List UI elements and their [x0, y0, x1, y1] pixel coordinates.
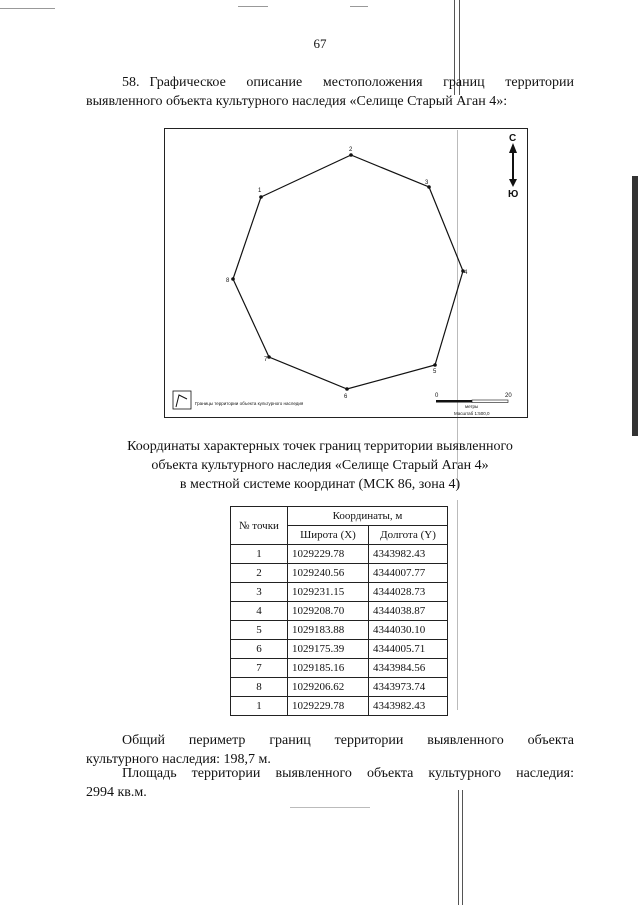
scan-mark-bottom	[290, 807, 370, 808]
section-number: 58.	[122, 75, 140, 90]
boundary-polygon	[233, 155, 463, 389]
table-row	[231, 697, 448, 716]
north-arrow-tail-icon	[509, 179, 517, 187]
table-row	[231, 564, 448, 583]
cell-x: 1029183.88	[288, 621, 369, 640]
scan-vertical-line-bottom-2	[462, 790, 463, 905]
area-word: объекта	[366, 766, 414, 781]
vertex-marker-2	[349, 153, 353, 157]
area-word: наследия:	[516, 766, 574, 781]
area-word: территории	[191, 766, 261, 781]
table-row	[231, 621, 448, 640]
area-word: культурного	[428, 766, 502, 781]
point-label-8: 8	[226, 278, 230, 284]
scale-ratio: Масштаб 1:500,0	[454, 411, 490, 416]
perimeter-word: объекта	[527, 733, 574, 748]
cell-point: 7	[231, 659, 288, 678]
cell-x: 1029206.62	[288, 678, 369, 697]
perimeter-word: границ	[269, 733, 311, 748]
cell-x: 1029231.15	[288, 583, 369, 602]
legend-symbol-icon	[176, 395, 187, 407]
cell-point: 5	[231, 621, 288, 640]
table-row	[231, 545, 448, 564]
header-latitude: Широта (X)	[288, 526, 369, 545]
cell-x: 1029240.56	[288, 564, 369, 583]
area-word: Площадь	[122, 766, 177, 781]
scan-mark-top-left	[0, 8, 55, 9]
perimeter-word: территории	[334, 733, 404, 748]
table-row	[231, 602, 448, 621]
point-label-1: 1	[258, 188, 262, 194]
coordinates-title-line2: объекта культурного наследия «Селище Старый Аган 4»	[151, 458, 489, 473]
perimeter-line2: культурного наследия: 198,7 м.	[86, 752, 271, 767]
boundary-map	[164, 128, 528, 418]
cell-point: 8	[231, 678, 288, 697]
north-arrow-head-icon	[509, 143, 517, 153]
page-number: 67	[313, 36, 327, 51]
table-row	[231, 678, 448, 697]
point-label-5: 5	[433, 369, 437, 375]
point-label-7: 7	[264, 357, 268, 363]
scan-edge-bar	[632, 176, 638, 436]
north-label: С	[509, 133, 517, 144]
cell-point: 1	[231, 545, 288, 564]
vertex-marker-6	[345, 387, 349, 391]
cell-point: 4	[231, 602, 288, 621]
scale-start: 0	[435, 393, 439, 399]
table-row	[231, 640, 448, 659]
scale-unit: метры	[465, 404, 479, 409]
point-label-3: 3	[425, 180, 429, 186]
scan-vertical-line-table	[457, 500, 458, 710]
cell-y: 4344028.73	[369, 583, 448, 602]
boundary-map-drawing	[165, 129, 527, 417]
cell-point: 6	[231, 640, 288, 659]
area-word: выявленного	[275, 766, 352, 781]
point-label-6: 6	[344, 394, 348, 400]
header-point-number: № точки	[231, 507, 288, 545]
scan-vertical-line-bottom	[458, 790, 459, 905]
perimeter-word: выявленного	[427, 733, 504, 748]
table-row	[231, 659, 448, 678]
scale-bar-light	[472, 400, 508, 403]
perimeter-line1	[86, 731, 574, 750]
area-paragraph	[86, 764, 574, 802]
vertex-marker-1	[259, 195, 263, 199]
scan-mark-top-center	[238, 6, 268, 7]
cell-x: 1029185.16	[288, 659, 369, 678]
cell-x: 1029229.78	[288, 545, 369, 564]
perimeter-word: периметр	[188, 733, 246, 748]
table-row	[231, 583, 448, 602]
perimeter-word: Общий	[122, 733, 165, 748]
coordinates-table	[230, 506, 448, 716]
scan-mark-top-right	[350, 6, 368, 7]
vertex-marker-7	[267, 355, 271, 359]
cell-point: 2	[231, 564, 288, 583]
cell-point: 3	[231, 583, 288, 602]
scale-bar-dark	[436, 400, 472, 403]
cell-y: 4344007.77	[369, 564, 448, 583]
cell-y: 4343984.56	[369, 659, 448, 678]
cell-point: 1	[231, 697, 288, 716]
area-line2: 2994 кв.м.	[86, 785, 147, 800]
scale-bar	[435, 393, 512, 416]
north-arrow-shaft-icon	[512, 153, 514, 183]
point-label-4: 4	[464, 270, 468, 276]
section-heading	[86, 73, 574, 111]
coordinates-title	[0, 437, 640, 494]
legend-text: Границы территории объекта культурного наследия	[195, 401, 304, 406]
cell-y: 4344005.71	[369, 640, 448, 659]
cell-x: 1029229.78	[288, 697, 369, 716]
cell-x: 1029208.70	[288, 602, 369, 621]
vertex-marker-8	[231, 277, 235, 281]
cell-y: 4343973.74	[369, 678, 448, 697]
cell-x: 1029175.39	[288, 640, 369, 659]
vertex-marker-5	[433, 363, 437, 367]
cell-y: 4344030.10	[369, 621, 448, 640]
coordinates-title-line3: в местной системе координат (МСК 86, зона 4)	[179, 477, 461, 492]
cell-y: 4344038.87	[369, 602, 448, 621]
cell-y: 4343982.43	[369, 697, 448, 716]
map-legend	[173, 391, 304, 409]
header-coordinates: Координаты, м	[288, 507, 448, 526]
point-label-2: 2	[349, 147, 353, 153]
north-arrow	[508, 133, 518, 200]
coordinates-title-line1: Координаты характерных точек границ территории выявленного	[127, 439, 513, 454]
cell-y: 4343982.43	[369, 545, 448, 564]
section-title: Графическое описание местоположения границ территории выявленного объекта культурного наследия «Селище Старый Аган 4»:	[86, 75, 574, 109]
scale-end: 20	[505, 393, 512, 399]
south-label: Ю	[508, 189, 519, 200]
header-longitude: Долгота (Y)	[369, 526, 448, 545]
area-line1	[86, 764, 574, 783]
